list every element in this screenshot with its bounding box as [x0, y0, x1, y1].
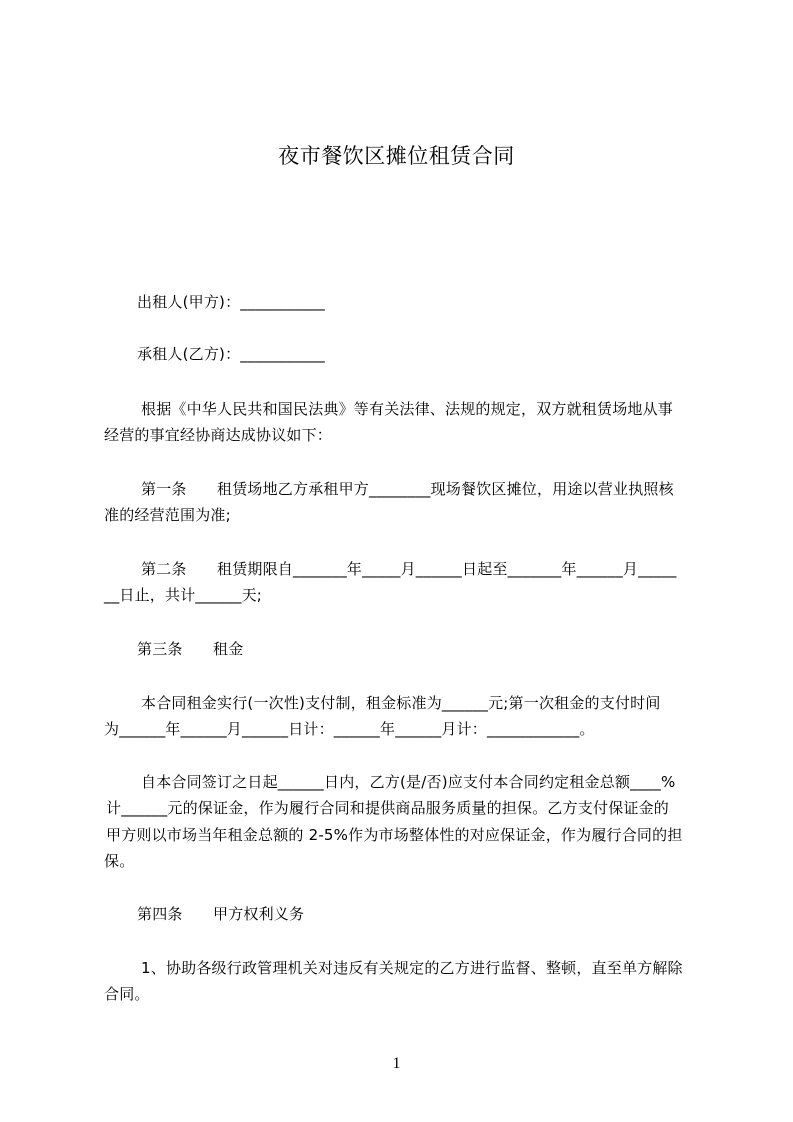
article3-p2-line-2: 计______元的保证金，作为履行合同和提供商品服务质量的担保。乙方支付保证金的 [106, 799, 670, 817]
article3-p1-line-2: 为______年______月______日计：______年______月计：____________。 [104, 720, 595, 738]
article3-p1-line-1: 本合同租金实行(一次性)支付制，租金标准为______元;第一次租金的支付时间 [141, 694, 661, 712]
article4-item1-line-1: 1、协助各级行政管理机关对违反有关规定的乙方进行监督、整顿，直至单方解除 [141, 959, 683, 977]
lessor-line: 出租人(甲方)：___________ [137, 293, 326, 311]
article1-line-1: 第一条 租赁场地乙方承租甲方________现场餐饮区摊位，用途以营业执照核 [141, 480, 674, 498]
article2-line-2: __日止，共计______天; [104, 586, 263, 604]
lessee-line: 承租人(乙方)：___________ [137, 345, 326, 363]
article4-heading: 第四条 甲方权利义务 [137, 905, 305, 923]
article3-heading: 第三条 租金 [137, 640, 244, 658]
document-title: 夜市餐饮区摊位租赁合同 [278, 144, 515, 168]
article2-line-1: 第二条 租赁期限自_______年_____月______日起至_______年______月_____ [141, 560, 677, 578]
article3-p2-line-1: 自本合同签订之日起______日内，乙方(是/否)应支付本合同约定租金总额____% [141, 773, 676, 791]
preamble-line-1: 根据《中华人民共和国民法典》等有关法律、法规的规定，双方就租赁场地从事 [141, 400, 674, 418]
article3-p2-line-3: 甲方则以市场当年租金总额的 2-5%作为市场整体性的对应保证金，作为履行合同的担 [106, 826, 683, 844]
article3-p2-line-4: 保。 [104, 852, 135, 870]
article1-line-2: 准的经营范围为准; [104, 506, 231, 524]
page-number: 1 [392, 1055, 401, 1072]
preamble-line-2: 经营的事宜经协商达成协议如下： [104, 426, 333, 444]
article4-item1-line-2: 合同。 [104, 985, 150, 1003]
